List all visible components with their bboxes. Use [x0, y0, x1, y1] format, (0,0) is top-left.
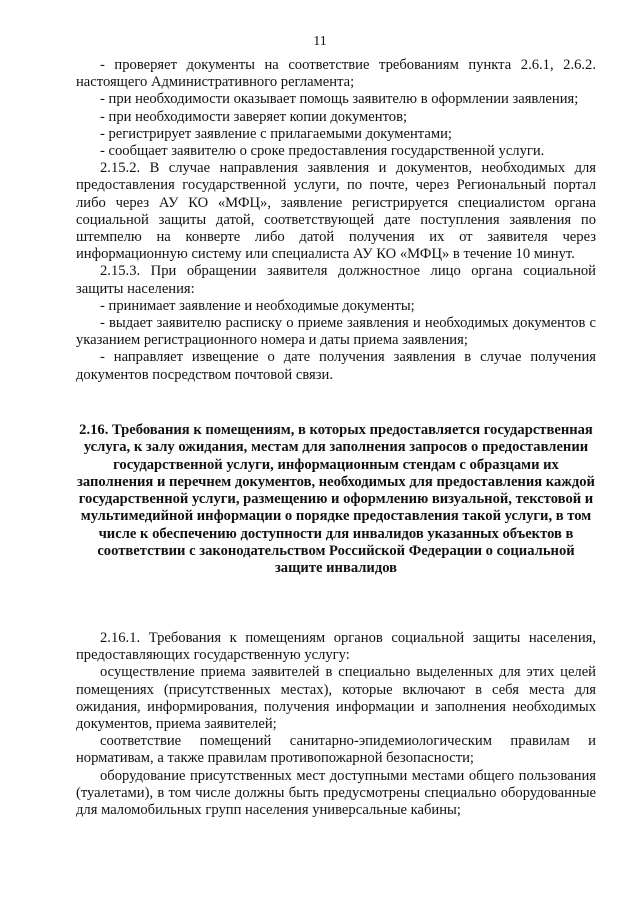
- paragraph: - при необходимости заверяет копии документов;: [100, 108, 408, 125]
- section-heading-2-16: 2.16. Требования к помещениям, в которых предоставляется государственная услуга, к залу ожидания, местам для заполнения запросов о предоставлении государственной услуги, информационным стендам с образцами их заполнения и перечнем документов, необходимых для предоставления каждой государственной услуги, размещению и оформлению визуальной, текстовой и мультимедийной информации о порядке предоставления такой услуги, в том числе к обеспечению доступности для инвалидов указанных объектов в соответствии с законодательством Российской Федерации о социальной защите инвалидов: [77, 422, 595, 577]
- paragraph: - сообщает заявителю о сроке предоставления государственной услуги.: [100, 143, 545, 160]
- paragraph: - направляет извещение о дате получения заявления в случае получения документов посредством почтовой связи.: [76, 349, 596, 383]
- section-2-16-1-text: [76, 630, 596, 819]
- paragraph: соответствие помещений санитарно-эпидемиологическим правилам и нормативам, а также правилам противопожарной безопасности;: [76, 733, 596, 767]
- paragraph: 2.16.1. Требования к помещениям органов социальной защиты населения, предоставляющих государственную услугу:: [76, 630, 596, 664]
- paragraph: 2.15.2. В случае направления заявления и документов, необходимых для предоставления государственной услуги, по почте, через Региональный портал либо через АУ КО «МФЦ», заявление регистрируется специалистом органа социальной защиты датой, соответствующей дате поступления заявления по штемпелю на конверте либо датой получения их от заявителя через информационную систему или специалиста АУ КО «МФЦ» в течение 10 минут.: [76, 160, 596, 263]
- paragraph: оборудование присутственных мест доступными местами общего пользования (туалетами), в том числе должны быть предусмотрены специально оборудованные для маломобильных групп населения универсальные кабины;: [76, 767, 596, 819]
- paragraph: - регистрирует заявление с прилагаемыми документами;: [100, 125, 452, 142]
- paragraph: - принимает заявление и необходимые документы;: [100, 297, 415, 314]
- paragraph: 2.15.3. При обращении заявителя должностное лицо органа социальной защиты населения:: [76, 263, 596, 297]
- paragraph: - при необходимости оказывает помощь заявителю в оформлении заявления;: [100, 91, 579, 108]
- paragraph: - проверяет документы на соответствие требованиям пункта 2.6.1, 2.6.2. настоящего Административного регламента;: [76, 57, 596, 91]
- paragraph: - выдает заявителю расписку о приеме заявления и необходимых документов с указанием регистрационного номера и даты приема заявления;: [76, 315, 596, 349]
- page-number: 11: [313, 34, 327, 49]
- section-2-15-text: [76, 57, 596, 384]
- paragraph: осуществление приема заявителей в специально выделенных для этих целей помещениях (присутственных местах), которые включают в себя места для ожидания, информирования, получения информации и заполнения необходимых документов, приема заявителей;: [76, 664, 596, 733]
